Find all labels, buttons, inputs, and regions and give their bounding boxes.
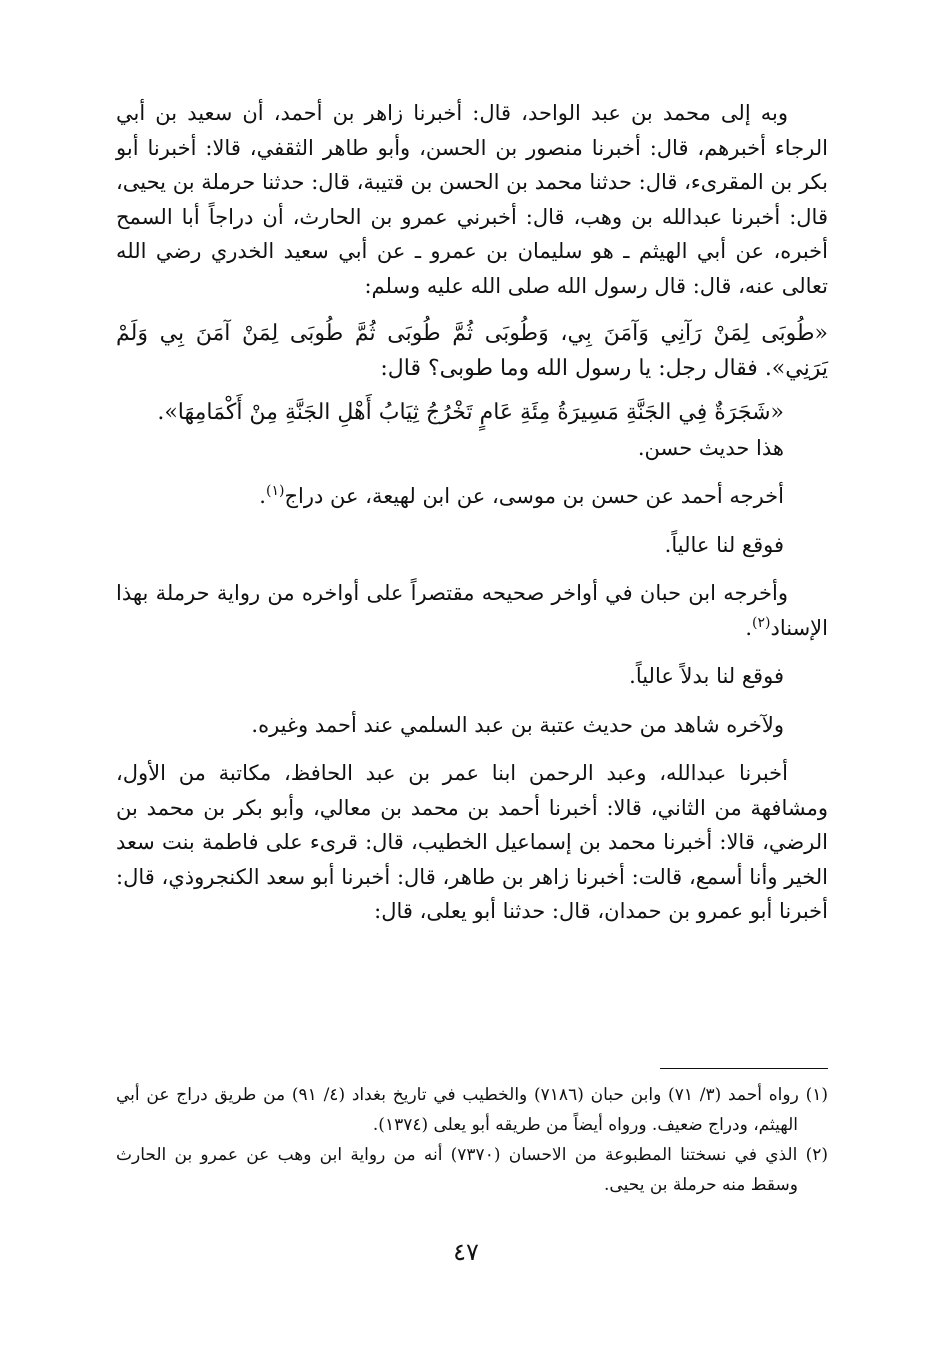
hadith-quote-tuba: «طُوبَى لِمَنْ رَآنِي وَآمَنَ بِي، وَطُوبَى ثُمَّ طُوبَى ثُمَّ طُوبَى لِمَنْ آمَنَ بِي وَلَمْ يَرَنِي». فقال رجل: يا رسول الله وما طوبى؟ قال: [116, 321, 828, 381]
takhrij-ahmad-end: . [259, 484, 266, 508]
hadith-quote-tree: «شَجَرَةٌ فِي الجَنَّةِ مَسِيرَةُ مِئَةِ عَامٍ تَخْرُجُ ثِيَابُ أَهْلِ الجَنَّةِ مِنْ أَكْمَامِهَا». [157, 400, 784, 425]
footnote-ref-1: (١) [265, 483, 285, 499]
takhrij-ibn-hibban [116, 576, 828, 645]
takhrij-ahmad-text: أخرجه أحمد عن حسن بن موسى، عن ابن لهيعة، عن دراج [284, 484, 784, 508]
remark-badal: فوقع لنا بدلاً عالياً. [629, 664, 784, 688]
remark-aliyan: فوقع لنا عالياً. [664, 532, 784, 557]
footnotes [116, 1080, 828, 1200]
footnote-separator [660, 1068, 828, 1069]
takhrij-ibn-hibban-text: وأخرجه ابن حبان في أواخر صحيحه مقتصراً على أواخره من رواية حرملة بهذا الإسناد [116, 581, 828, 640]
paragraph-isnad-1: وبه إلى محمد بن عبد الواحد، قال: أخبرنا زاهر بن أحمد، أن سعيد بن أبي الرجاء أخبرهم، قال: أخبرنا منصور بن الحسن، وأبو طاهر الثقفي، قالا: أخبرنا أبو بكر بن المقرىء، قال: حدثنا محمد بن الحسن بن قتيبة، قال: حدثنا حرملة بن يحيى، قال: أخبرنا عبدالله بن وهب، قال: أخبرني عمرو بن الحارث، أن دراجاً أبا السمح أخبره، عن أبي الهيثم ـ هو سليمان بن عمرو ـ عن أبي سعيد الخدري رضي الله تعالى عنه، قال: قال رسول الله صلى الله عليه وسلم: [116, 101, 828, 298]
takhrij-ahmad [116, 479, 828, 514]
grading-line: هذا حديث حسن. [637, 435, 784, 460]
takhrij-ibn-hibban-end: . [745, 615, 753, 640]
footnote-ref-2: (٢) [752, 614, 771, 631]
footnote-2: (٢) الذي في نسختنا المطبوعة من الاحسان (٧٣٧٠) أنه من رواية ابن وهب عن عمرو بن الحارث وسقط منه حرملة بن يحيى. [116, 1145, 828, 1195]
shahid-line: ولآخره شاهد من حديث عتبة بن عبد السلمي عند أحمد وغيره. [251, 712, 784, 737]
main-text [116, 96, 828, 929]
paragraph-isnad-2: أخبرنا عبدالله، وعبد الرحمن ابنا عمر بن عبد الحافظ، مكاتبة من الأول، ومشافهة من الثاني، قالا: أخبرنا أحمد بن محمد بن معالي، وأبو بكر بن محمد بن الرضي، قالا: أخبرنا محمد بن إسماعيل الخطيب، قال: قرىء على فاطمة بنت سعد الخير وأنا أسمع، قالت: أخبرنا زاهر بن طاهر، قال: أخبرنا أبو سعد الكنجروذي، قال: أخبرنا أبو عمرو بن حمدان، قال: حدثنا أبو يعلى، قال: [116, 761, 828, 923]
footnote-1: (١) رواه أحمد (٣/ ٧١) وابن حبان (٧١٨٦) والخطيب في تاريخ بغداد (٤/ ٩١) من طريق دراج عن أبي الهيثم، ودراج ضعيف. ورواه أيضاً من طريقه أبو يعلى (١٣٧٤). [116, 1085, 828, 1135]
page-number: ٤٧ [453, 1238, 479, 1266]
